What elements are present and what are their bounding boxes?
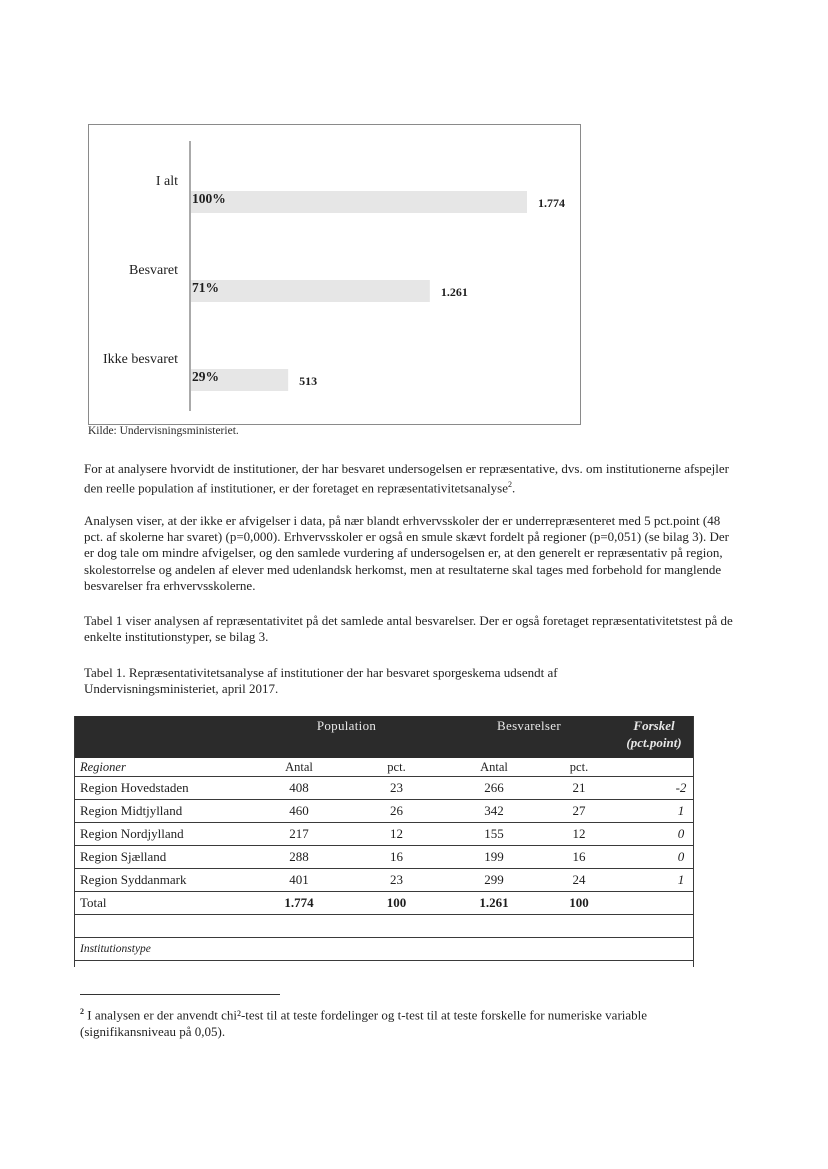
subheader-pop-pct: pct. [349,758,444,777]
footnote-divider [80,994,280,995]
table-empty-row [74,915,694,938]
footnote-ref[interactable]: 2 [508,480,512,490]
footnote-text: I analysen er der anvendt chi²-test til at teste fordelinger og t-test til at teste forskelle for numeriske variable (signifikansniveau på 0,05). [80,1007,648,1040]
cell-region: Region Sjælland [74,846,249,869]
category-label: Besvaret [129,263,178,278]
percent-label: 71% [192,280,219,295]
empty-cell [74,915,694,938]
table-row [74,823,694,846]
table-caption: Tabel 1. Repræsentativitetsanalyse af institutioner der har besvaret sporgeskema udsendt af Undervisningsministeriet, april 2017. [84,665,558,697]
cell-total-besv-antal: 1.261 [444,892,544,915]
cell-forskel: 1 [614,800,694,823]
category-label: I alt [155,174,178,189]
value-label: 513 [299,374,318,388]
cell-total-forskel [614,892,694,915]
cell-pop-antal: 460 [249,800,349,823]
header-population: Population [249,716,444,758]
cell-pop-pct: 12 [349,823,444,846]
cell-pop-antal: 217 [249,823,349,846]
cell-total-label: Total [74,892,249,915]
header-besvarelser: Besvarelser [444,716,614,758]
bar-chart [88,124,581,425]
chart-source: Kilde: Undervisningsministeriet. [88,425,239,437]
table-sub-header [74,758,694,777]
table-row [74,869,694,892]
subheader-regioner: Regioner [74,758,249,777]
cell-besv-antal: 155 [444,823,544,846]
table-row [74,846,694,869]
section-institutionstype: Institutionstype [74,938,694,961]
bar [191,191,527,213]
cell-pop-antal: 288 [249,846,349,869]
cell-region: Region Nordjylland [74,823,249,846]
subheader-pop-antal: Antal [249,758,349,777]
cell-forskel: 0 [614,846,694,869]
cell-region: Region Midtjylland [74,800,249,823]
cell-besv-antal: 299 [444,869,544,892]
paragraph-3: Tabel 1 viser analysen af repræsentativitet på det samlede antal besvarelser. Der er også foretaget repræsentativitetstest på de enkelte institutionstyper, se bilag 3. [84,613,733,645]
cell-region: Region Syddanmark [74,869,249,892]
cell-forskel: 0 [614,823,694,846]
header-forskel-line1: Forskel [633,718,675,733]
table-row [74,800,694,823]
cell-total-pop-pct: 100 [349,892,444,915]
table-total-row [74,892,694,915]
footnote-marker: 2 [80,1007,84,1016]
cell-besv-antal: 199 [444,846,544,869]
subheader-besv-pct: pct. [544,758,614,777]
cell-pop-pct: 23 [349,777,444,800]
cell-pop-antal: 408 [249,777,349,800]
cell-pop-pct: 16 [349,846,444,869]
cell-pop-antal: 401 [249,869,349,892]
cell-forskel: 1 [614,869,694,892]
table-group-header [74,716,694,758]
percent-label: 29% [192,369,219,384]
cell-total-besv-pct: 100 [544,892,614,915]
footnote [80,1003,740,1040]
table-row [74,777,694,800]
cell-besv-pct: 12 [544,823,614,846]
chart-canvas [89,125,582,426]
value-label: 1.774 [538,196,565,210]
cell-besv-pct: 16 [544,846,614,869]
cell-besv-pct: 27 [544,800,614,823]
cell-total-pop-antal: 1.774 [249,892,349,915]
category-label: Ikke besvaret [102,352,178,367]
cell-pop-pct: 26 [349,800,444,823]
bar [191,280,430,302]
cell-besv-pct: 24 [544,869,614,892]
paragraph-1-text: For at analysere hvorvidt de institutioner, der har besvaret undersogelsen er repræsentative, dvs. om institutionerne afspejler den reelle population af institutioner, er der foretaget en repræsentativitetsanalyse [84,461,729,496]
paragraph-1-end: . [512,480,516,496]
table-section-row [74,938,694,961]
header-forskel [614,716,694,758]
paragraph-1 [84,461,734,497]
header-forskel-line2: (pct.point) [626,735,682,750]
chart-marks [103,174,565,391]
cell-pop-pct: 23 [349,869,444,892]
cell-besv-pct: 21 [544,777,614,800]
subheader-besv-antal: Antal [444,758,544,777]
paragraph-2: Analysen viser, at der ikke er afvigelser i data, på nær blandt erhvervsskoler der er underrepræsenteret med 5 pct.point (48 pct. af skolerne har svaret) (p=0,000). Erhvervsskoler er også en smule skævt fordelt på regioner (p=0,051) (se bilag 3). Der er dog tale om mindre afvigelser, og den samlede vurdering af undersogelsen er, at den generelt er repræsentativ på region, skolestorrelse og andelen af elever med udenlandsk herkomst, men at resultaterne skal tages med forbehold for manglende besvarelser fra erhvervsskolerne. [84,513,729,593]
representativeness-table [74,716,694,961]
subheader-forskel [614,758,694,777]
value-label: 1.261 [440,285,468,299]
cell-besv-antal: 266 [444,777,544,800]
cell-forskel: -2 [614,777,694,800]
percent-label: 100% [192,191,226,206]
header-empty [74,716,249,758]
cell-region: Region Hovedstaden [74,777,249,800]
cell-besv-antal: 342 [444,800,544,823]
